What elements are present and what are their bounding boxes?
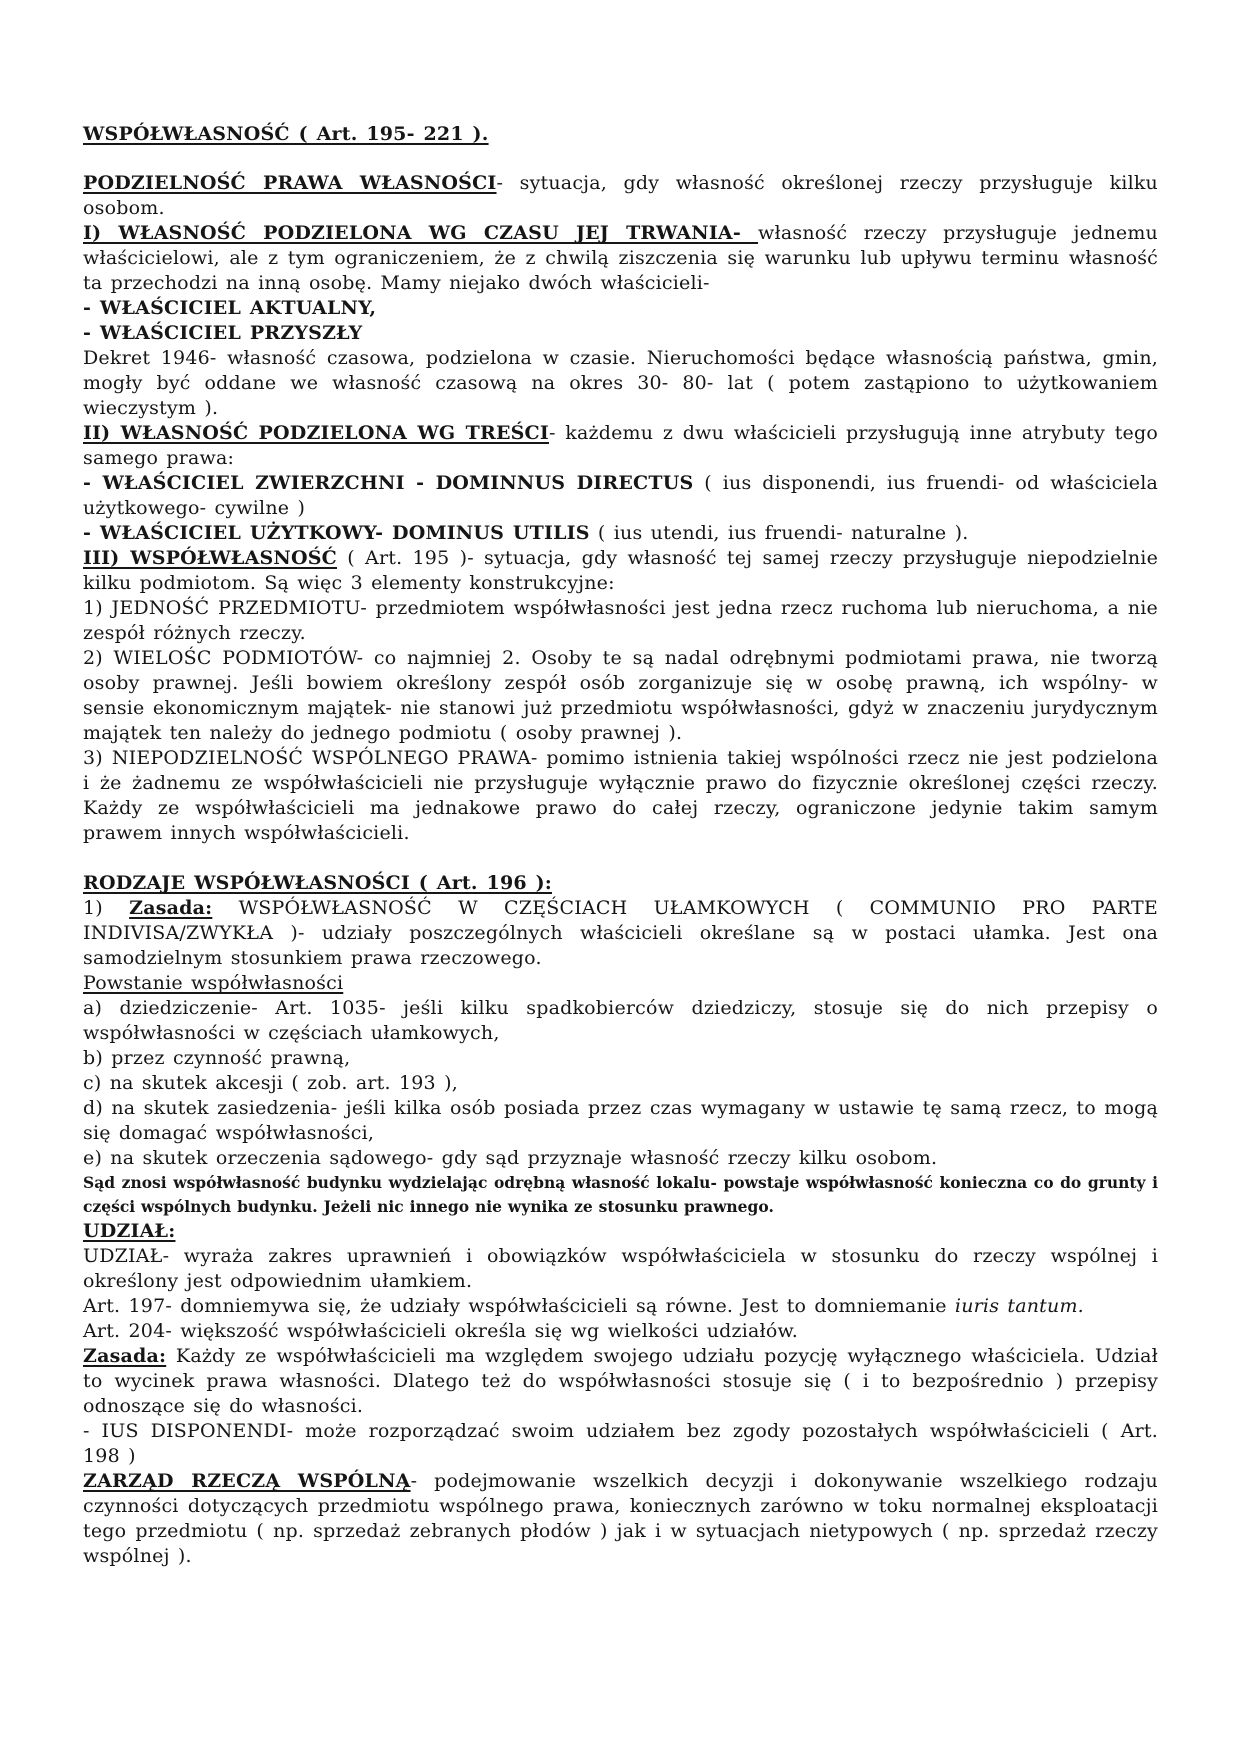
list-item-wlasciciel-przyszly (83, 321, 1158, 346)
text-run: Każdy ze współwłaścicieli ma względem swojego udziału pozycję wyłącznego właściciela. Udział to wycinek prawa własności. Dlatego też do współwłasności stosuje się ( i to bezpośrednio ) przepisy odnoszące się do własności. (83, 1345, 1158, 1417)
list-item-wlasciciel-aktualny (83, 296, 1158, 321)
text-run: - WŁAŚCICIEL ZWIERZCHNI - DOMINNUS DIRECTUS (83, 472, 694, 494)
paragraph-zasada-udzial (83, 1344, 1158, 1419)
text-run: UDZIAŁ: (83, 1220, 176, 1242)
text-run: ( ius disponendi, ius fruendi- od właściciela użytkowego- cywilne ) (83, 472, 1158, 519)
spacer (83, 147, 1158, 171)
text-run: Art. 204- większość współwłaścicieli określa się wg wielkości udziałów. (83, 1320, 798, 1342)
text-run: d) na skutek zasiedzenia- jeśli kilka osób posiada przez czas wymagany w ustawie tę samą rzecz, to mogą się domagać współwłasności, (83, 1097, 1158, 1144)
section-rodzaje-wspolwlasnosci (83, 871, 1158, 896)
section-iii-wspolwlasnosc (83, 546, 1158, 596)
text-run: Powstanie współwłasności (83, 972, 344, 994)
text-run: - każdemu z dwu właścicieli przysługują inne atrybuty tego samego prawa: (83, 422, 1159, 469)
text-run: Dekret 1946- własność czasowa, podzielona w czasie. Nieruchomości będące własnością państwa, gmin, mogły być oddane we własność czasową na okres 30- 80- lat ( potem zastąpiono to użytkowaniem wieczystym ). (83, 347, 1158, 419)
list-item-wielosc-podmiotow (83, 646, 1158, 746)
text-run: - WŁAŚCICIEL AKTUALNY, (83, 297, 377, 319)
text-run: 1) (83, 897, 130, 919)
text-run: ZARZĄD RZECZĄ WSPÓLNĄ (83, 1470, 411, 1492)
text-run: 2) WIELOŚC PODMIOTÓW- co najmniej 2. Osoby te są nadal odrębnymi podmiotami prawa, nie tworzą osoby prawnej. Jeśli bowiem określony zespół osób zorganizuje się w osobę prawną, ich wspólny- w sensie ekonomicznym majątek- nie stanowi już przedmiotu współwłasności, gdyż w znaczeniu jurydycznym majątek ten należy do jednego podmiotu ( osoby prawnej ). (83, 647, 1158, 744)
list-item-jednosc-przedmiotu (83, 596, 1158, 646)
section-ii-wlasnosc-podzielona-wg-tresci (83, 421, 1158, 471)
text-run: - WŁAŚCICIEL UŻYTKOWY- DOMINUS UTILIS (83, 522, 590, 544)
list-item-dziedziczenie (83, 996, 1158, 1046)
text-run: - podejmowanie wszelkich decyzji i dokonywanie wszelkiego rodzaju czynności dotyczących przedmiotu wspólnego prawa, koniecznych zarówno w toku normalnej eksploatacji tego przedmiotu ( np. sprzedaż zebranych płodów ) jak i w sytuacjach nietypowych ( np. sprzedaż rzeczy wspólnej ). (83, 1470, 1158, 1567)
text-run: ( Art. 195 )- sytuacja, gdy własność tej samej rzeczy przysługuje niepodzielnie kilku podmiotom. Są więc 3 elementy konstrukcyjne: (83, 547, 1159, 594)
text-run: III) WSPÓŁWŁASNOŚĆ (83, 547, 337, 569)
text-run: ( ius utendi, ius fruendi- naturalne ). (589, 522, 969, 544)
list-item-czynnosc-prawna (83, 1046, 1158, 1071)
text-run: c) na skutek akcesji ( zob. art. 193 ), (83, 1072, 458, 1094)
text-run: - sytuacja, gdy własność określonej rzeczy przysługuje kilku osobom. (83, 172, 1158, 219)
list-item-akcesja (83, 1071, 1158, 1096)
text-run: b) przez czynność prawną, (83, 1047, 351, 1069)
text-run: iuris tantum. (954, 1295, 1084, 1317)
list-item-zasiedzenie (83, 1096, 1158, 1146)
text-run: - WŁAŚCICIEL PRZYSZŁY (83, 322, 363, 344)
text-run: własność rzeczy przysługuje jednemu właścicielowi, ale z tym ograniczeniem, że z chwilą ziszczenia się warunku lub upływu terminu własność ta przechodzi na inną osobę. Mamy niejako dwóch właścicieli- (83, 222, 1158, 294)
text-run: PODZIELNOŚĆ PRAWA WŁASNOŚCI (83, 172, 497, 194)
text-run: Art. 197- domniemywa się, że udziały współwłaścicieli są równe. Jest to domniemanie (83, 1295, 955, 1317)
paragraph-udzial-definicja (83, 1244, 1158, 1294)
text-run: Zasada: (129, 897, 213, 919)
document-title (83, 122, 1158, 147)
fine-print-sad-znosi (83, 1171, 1158, 1219)
text-run: UDZIAŁ- wyraża zakres uprawnień i obowiązków współwłaściciela w stosunku do rzeczy wspólnej i określony jest odpowiednim ułamkiem. (83, 1245, 1158, 1292)
paragraph-dekret-1946 (83, 346, 1158, 421)
text-run: II) WŁASNOŚĆ PODZIELONA WG TREŚCI (83, 422, 549, 444)
section-zarzad-rzecza-wspolna (83, 1469, 1158, 1569)
text-run: a) dziedziczenie- Art. 1035- jeśli kilku spadkobierców dziedziczy, stosuje się do nich przepisy o współwłasności w częściach ułamkowych, (83, 997, 1158, 1044)
paragraph-art-197 (83, 1294, 1158, 1319)
spacer (83, 846, 1158, 871)
list-item-wlasciciel-zwierzchni (83, 471, 1158, 521)
text-run: 1) JEDNOŚĆ PRZEDMIOTU- przedmiotem współwłasności jest jedna rzecz ruchoma lub nieruchoma, a nie zespół różnych rzeczy. (83, 597, 1158, 644)
list-item-niepodzielnosc-wspolnego-prawa (83, 746, 1158, 846)
subheading-udzial (83, 1219, 1158, 1244)
text-run: - IUS DISPONENDI- może rozporządzać swoim udziałem bez zgody pozostałych współwłaścicieli ( Art. 198 ) (83, 1420, 1158, 1467)
text-run: RODZAJE WSPÓŁWŁASNOŚCI ( Art. 196 ): (83, 872, 553, 894)
subheading-powstanie-wspolwlasnosci (83, 971, 1158, 996)
list-item-orzeczenie-sadowe (83, 1146, 1158, 1171)
text-run: e) na skutek orzeczenia sądowego- gdy sąd przyznaje własność rzeczy kilku osobom. (83, 1147, 938, 1169)
text-run: Zasada: (83, 1345, 167, 1367)
section-i-wlasnosc-podzielona-wg-czasu (83, 221, 1158, 296)
text-run: Sąd znosi współwłasność budynku wydzielając odrębną własność lokalu- powstaje współwłasność konieczna co do grunty i części wspólnych budynku. Jeżeli nic innego nie wynika ze stosunku prawnego. (83, 1173, 1158, 1216)
paragraph-zasada-czesci-ulamkowe (83, 896, 1158, 971)
list-item-ius-disponendi (83, 1419, 1158, 1469)
list-item-wlasciciel-uzytkowy (83, 521, 1158, 546)
paragraph-podzielnosc (83, 171, 1158, 221)
text-run: WSPÓŁWŁASNOŚĆ W CZĘŚCIACH UŁAMKOWYCH ( COMMUNIO PRO PARTE INDIVISA/ZWYKŁA )- udziały poszczególnych właścicieli określane są w postaci ułamka. Jest ona samodzielnym stosunkiem prawa rzeczowego. (83, 897, 1158, 969)
text-run: I) WŁASNOŚĆ PODZIELONA WG CZASU JEJ TRWANIA- (83, 222, 759, 244)
text-run: 3) NIEPODZIELNOŚĆ WSPÓLNEGO PRAWA- pomimo istnienia takiej wspólności rzecz nie jest podzielona i że żadnemu ze współwłaścicieli nie przysługuje wyłącznie prawo do fizycznie określonej części rzeczy. Każdy ze współwłaścicieli ma jednakowe prawo do całej rzeczy, ograniczone jedynie takim samym prawem innych współwłaścicieli. (83, 747, 1158, 844)
text-run: WSPÓŁWŁASNOŚĆ ( Art. 195- 221 ). (83, 123, 489, 145)
paragraph-art-204 (83, 1319, 1158, 1344)
